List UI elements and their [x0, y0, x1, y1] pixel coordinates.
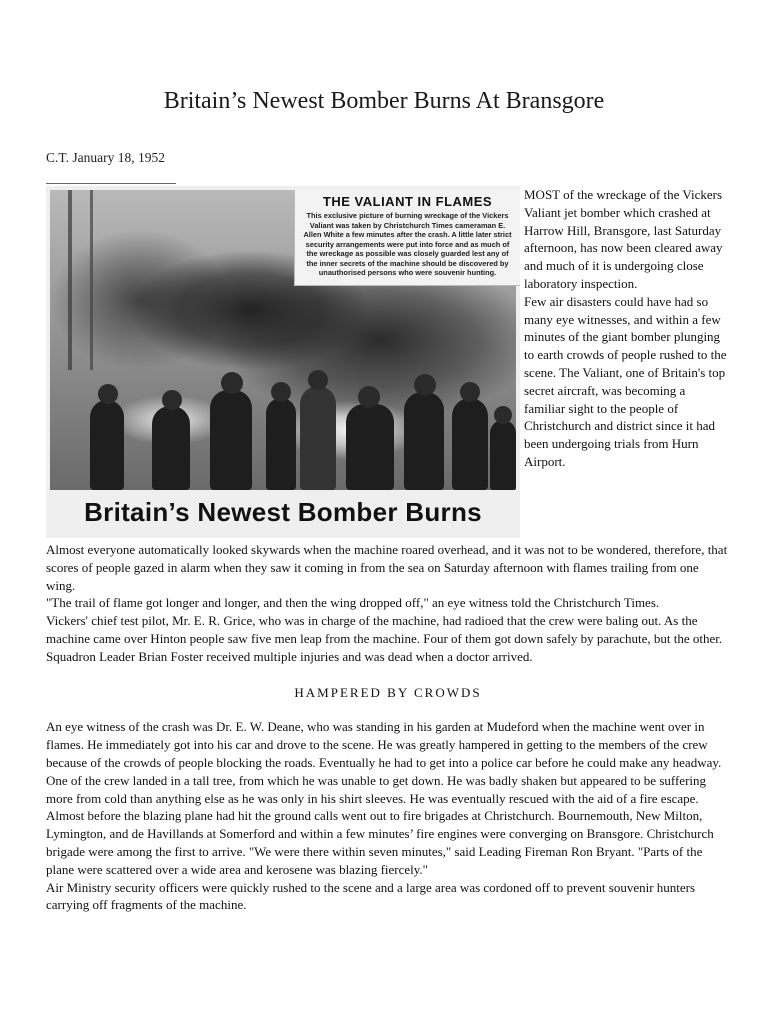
caption-title: THE VALIANT IN FLAMES — [322, 194, 493, 209]
divider — [46, 183, 176, 184]
body-paragraph: One of the crew landed in a tall tree, from which he was unable to get down. He was badly shaken but appeared to be suffering more from cold than anything else as he was only in his shirt sleeves. He was eventually rescued with the aid of a fire escape. — [46, 772, 707, 806]
body-paragraph: Almost everyone automatically looked skywards when the machine roared overhead, and it was not to be wondered, therefore, that scores of people gazed in alarm when they saw it coming in from the sea on Saturday afternoon with flames trailing from one wing. — [46, 542, 728, 593]
side-column — [524, 186, 728, 471]
crowd-silhouettes — [70, 380, 516, 490]
crash-photo — [50, 190, 516, 490]
dateline: C.T. January 18, 1952 — [46, 150, 165, 165]
side-paragraph: Few air disasters could have had so many eye witnesses, and within a few minutes of the giant bomber plunging to earth crowds of people rushed to the scene. The Valiant, one of Britain's top secret aircraft, was becoming a familiar sight to the people of Christchurch and district since it had been undergoing trials from Hurn Airport. — [524, 293, 727, 469]
clipping-headline: Britain’s Newest Bomber Burns — [84, 497, 482, 527]
article-body — [46, 541, 730, 914]
body-paragraph: Almost before the blazing plane had hit the ground calls went out to fire brigades at Christchurch. Bournemouth, New Milton, Lymington, and de Havillands at Somerford and within a few minutes’ fire engines were converging on Bransgore. Christchurch brigade were among the first to arrive. "We were there within seven minutes," said Leading Fireman Ron Bryant. "Parts of the plane were scattered over a wide area and kerosene was blazing fiercely." — [46, 808, 714, 877]
page-title: Britain’s Newest Bomber Burns At Bransgore — [163, 88, 605, 114]
newspaper-clipping — [46, 186, 520, 538]
body-paragraph: "The trail of flame got longer and longer, and then the wing dropped off," an eye witness told the Christchurch Times. — [46, 595, 660, 611]
photo-caption — [294, 190, 520, 286]
body-paragraph: An eye witness of the crash was Dr. E. W. Deane, who was standing in his garden at Mudeford when the machine went over in flames. He immediately got into his car and drove to the scene. He was greatly hampered in getting to the members of the crew because of the crowds of people blocking the roads. Eventually he had to get into a police car before he could make any headway. — [46, 719, 722, 770]
side-paragraph: MOST of the wreckage of the Vickers Valiant jet bomber which crashed at Harrow Hill, Bransgore, last Saturday afternoon, has now been cleared away and much of it is undergoing close laboratory inspection. — [524, 187, 723, 291]
caption-text: This exclusive picture of burning wreckage of the Vickers Valiant was taken by Christchurch Times cameraman E. Allen White a few minutes after the crash. A little later strict security arrangements were put into force and as much of the wreckage as possible was closely guarded lest any of the inner secrets of the machine should be discovered by unauthorised persons who were souvenir hunting. — [303, 211, 512, 277]
section-subhead: HAMPERED BY CROWDS — [294, 684, 482, 700]
body-paragraph: Vickers' chief test pilot, Mr. E. R. Grice, who was in charge of the machine, had radioed that the crew were baling out. As the machine came over Hinton people saw five men leap from the machine. Four of them got down safely by parachute, but the other. Squadron Leader Brian Foster received multiple injuries and was dead when a doctor arrived. — [46, 613, 723, 664]
trees-silhouette — [50, 190, 170, 370]
body-paragraph: Air Ministry security officers were quickly rushed to the scene and a large area was cordoned off to prevent souvenir hunters carrying off fragments of the machine. — [46, 879, 696, 913]
